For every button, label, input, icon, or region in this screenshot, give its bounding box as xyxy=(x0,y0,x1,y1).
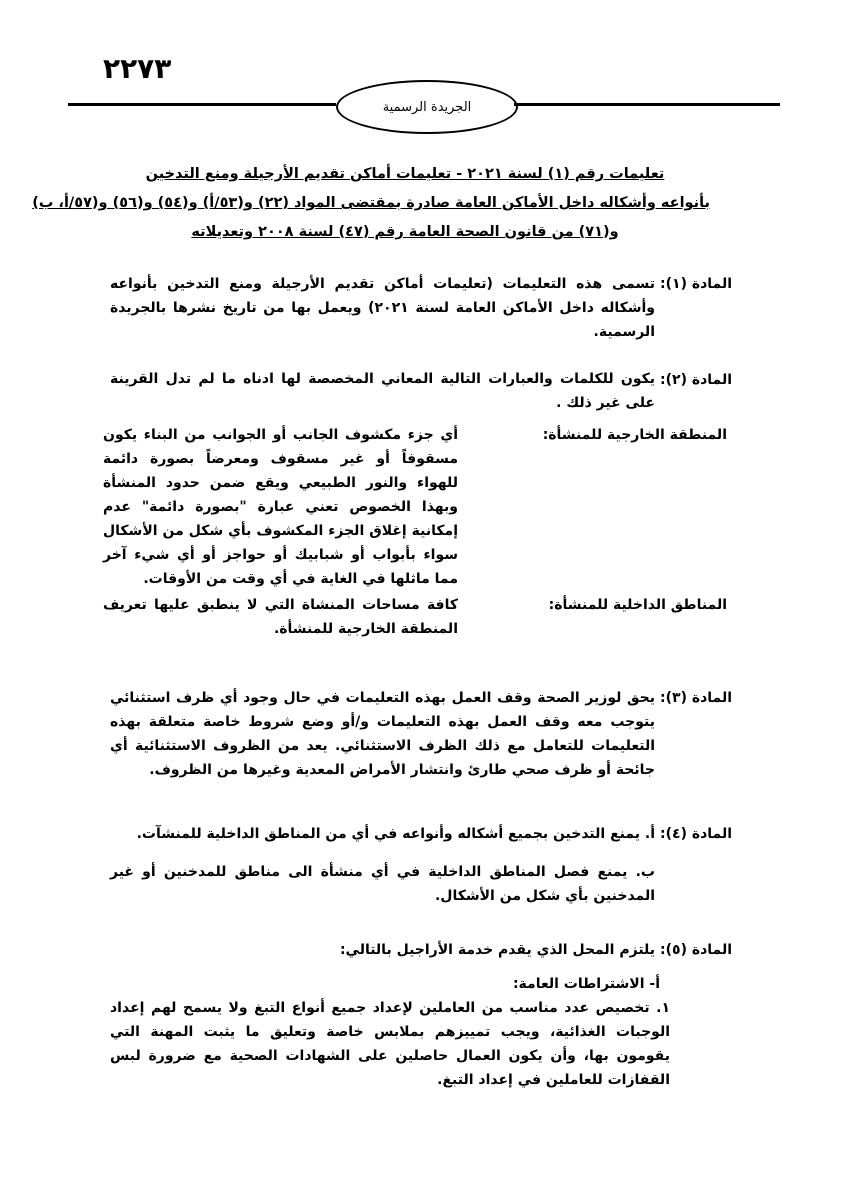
definition-term-external: المنطقة الخارجية للمنشأة: xyxy=(542,427,727,443)
article-1-text: تسمى هذه التعليمات (تعليمات أماكن تقديم الأرجيلة ومنع التدخين بأنواعه وأشكاله داخل الأماكن العامة لسنة ٢٠٢١) ويعمل بها من تاريخ نشرها بالجريدة الرسمية. xyxy=(110,276,655,340)
title-line-1: تعليمات رقم (١) لسنة ٢٠٢١ - تعليمات أماكن تقديم الأرجيلة ومنع التدخين xyxy=(145,166,665,182)
article-4-clause-a: أ. يمنع التدخين بجميع أشكاله وأنواعه في أي من المناطق الداخلية للمنشآت. xyxy=(136,826,655,842)
header-rule-left xyxy=(68,103,336,106)
article-5-item-1: ١. تخصيص عدد مناسب من العاملين لإعداد جميع أنواع التبغ ولا يسمح لهم إعداد الوجبات الغذائية، ويجب تمييزهم بملابس خاصة وتعليق ما يثبت المهنة التي يقومون بها، وأن يكون العمال حاصلين على الشهادات الصحية مع ضرورة لبس القفازات للعاملين في إعداد التبغ. xyxy=(110,1000,670,1088)
article-1-label: المادة (١): xyxy=(660,276,732,292)
page-number: ٢٢٧٣ xyxy=(103,52,172,85)
article-5-label: المادة (٥): xyxy=(660,942,732,958)
gazette-name: الجريدة الرسمية xyxy=(382,99,472,115)
gazette-name-badge xyxy=(336,80,518,134)
title-line-3: و(٧١) من قانون الصحة العامة رقم (٤٧) لسنة ٢٠٠٨ وتعديلاته xyxy=(191,224,619,240)
definition-term-internal: المناطق الداخلية للمنشأة: xyxy=(548,597,727,613)
document-title xyxy=(32,160,710,247)
article-5-intro: يلتزم المحل الذي يقدم خدمة الأراجيل بالتالي: xyxy=(339,942,655,958)
article-3-text: يحق لوزير الصحة وقف العمل بهذه التعليمات في حال وجود أي ظرف استثنائي يتوجب معه وقف العمل بهذه التعليمات و/أو وضع شروط خاصة متعلقة بهذه التعليمات للتعامل مع ذلك الظرف الاستثنائي. يعد من الظروف الاستثنائية أي جائحة أو ظرف صحي طارئ وانتشار الأمراض المعدية وغيرها من الظروف. xyxy=(110,690,655,778)
article-4-clause-b: ب. يمنع فصل المناطق الداخلية في أي منشأة الى مناطق للمدخنين أو غير المدخنين بأي شكل من الأشكال. xyxy=(110,864,655,904)
definition-text-internal: كافة مساحات المنشاة التي لا ينطبق عليها تعريف المنطقة الخارجية للمنشأة. xyxy=(103,597,458,637)
title-line-2: بأنواعه وأشكاله داخل الأماكن العامة صادرة بمقتضى المواد (٢٢) و(٥٣/أ) و(٥٤) و(٥٦) و(٥٧/أ، ب) xyxy=(32,195,710,211)
definition-text-external: أي جزء مكشوف الجانب أو الجوانب من البناء يكون مسقوفاً أو غير مسقوف ومعرضاً بصورة دائمة للهواء والنور الطبيعي ويقع ضمن حدود المنشأة وبهذا الخصوص تعني عبارة "بصورة دائمة" عدم إمكانية إغلاق الجزء المكشوف بأي شكل من الأشكال سواء بأبواب أو شبابيك أو حواجز أو أي شيء آخر مما ماثلها في الغاية في أي وقت من الأوقات. xyxy=(103,427,458,587)
article-2-text: يكون للكلمات والعبارات التالية المعاني المخصصة لها ادناه ما لم تدل القرينة على غير ذلك . xyxy=(110,371,655,411)
article-5-section-a: أ- الاشتراطات العامة: xyxy=(512,976,660,992)
article-3-label: المادة (٣): xyxy=(660,690,732,706)
article-2-label: المادة (٢): xyxy=(660,372,732,388)
header-rule-right xyxy=(514,103,780,106)
article-4-label: المادة (٤): xyxy=(660,826,732,842)
